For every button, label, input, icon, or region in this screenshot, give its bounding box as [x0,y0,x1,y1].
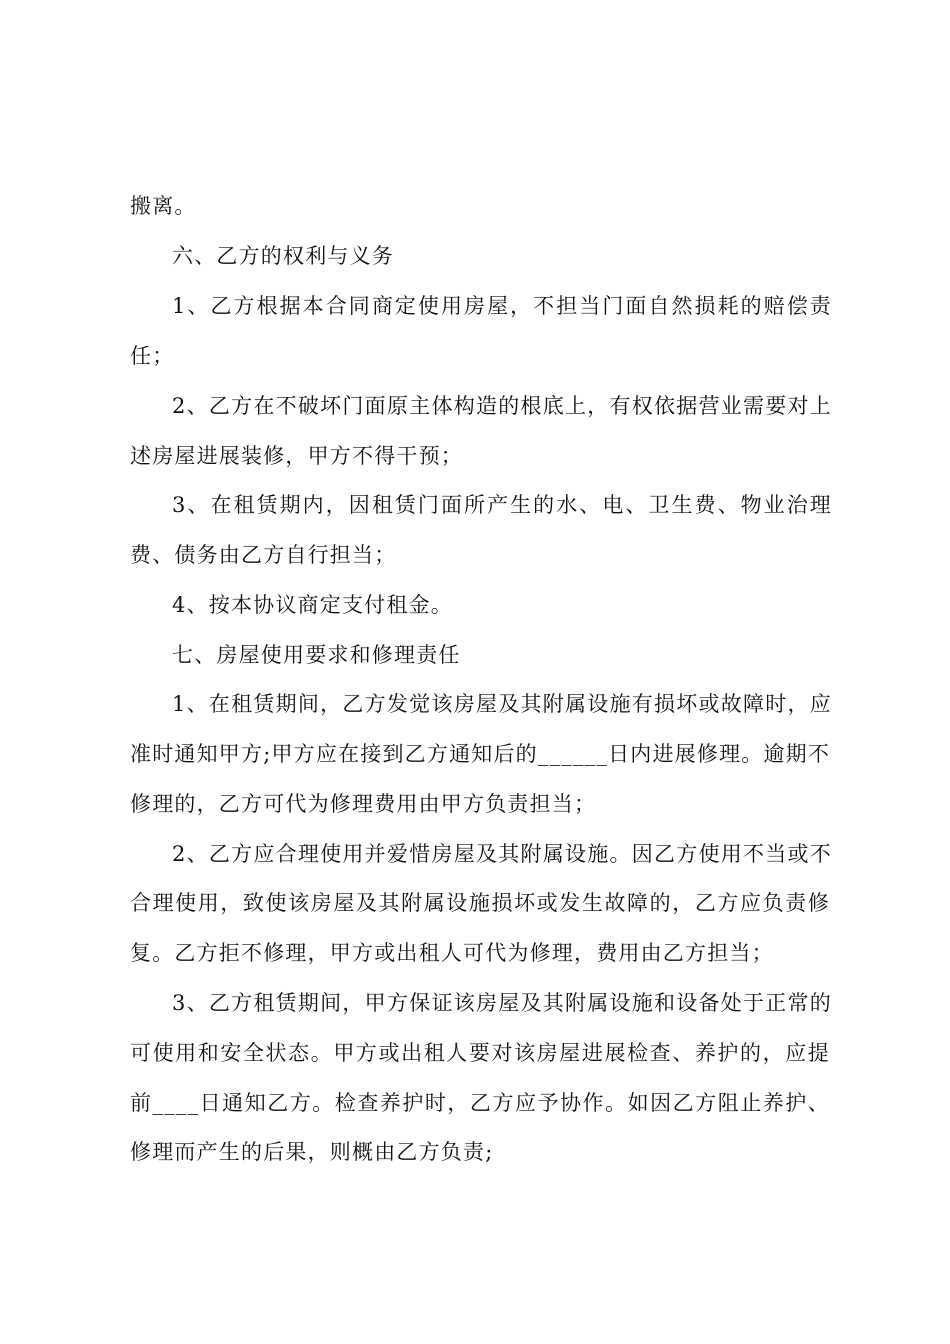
text-line: 3、乙方租赁期间，甲方保证该房屋及其附属设施和设备处于正常的 [172,991,832,1015]
text-line: 复。乙方拒不修理，甲方或出租人可代为修理，费用由乙方担当； [130,941,774,965]
text-line: 搬离。 [130,194,197,218]
text-line: 4、按本协议商定支付租金。 [172,593,453,617]
text-line: 可使用和安全状态。甲方或出租人要对该房屋进展检查、养护的，应提 [130,1041,830,1065]
text-line: 修理的，乙方可代为修理费用由甲方负责担当； [130,792,597,816]
text-line: 合理使用，致使该房屋及其附属设施损坏或发生故障的，乙方应负责修 [130,891,830,915]
text-line: 1、在租赁期间，乙方发觉该房屋及其附属设施有损坏或故障时，应 [172,692,832,716]
text-line: 前____日通知乙方。检查养护时，乙方应予协作。如因乙方阻止养护、 [130,1091,830,1115]
text-line: 任； [130,344,175,368]
text-line: 1、乙方根据本合同商定使用房屋，不担当门面自然损耗的赔偿责 [172,294,832,318]
text-line: 修理而产生的后果，则概由乙方负责; [130,1140,494,1164]
text-line: 述房屋进展装修，甲方不得干预； [130,444,463,468]
text-line: 费、债务由乙方自行担当； [130,543,397,567]
text-line: 3、在租赁期内，因租赁门面所产生的水、电、卫生费、物业治理 [172,493,832,517]
text-line: 准时通知甲方;甲方应在接到乙方通知后的______日内进展修理。逾期不 [130,742,831,766]
section-heading-7: 七、房屋使用要求和修理责任 [172,643,461,667]
text-line: 2、乙方在不破坏门面原主体构造的根底上，有权依据营业需要对上 [172,394,832,418]
section-heading-6: 六、乙方的权利与义务 [172,244,394,268]
text-line: 2、乙方应合理使用并爱惜房屋及其附属设施。因乙方使用不当或不 [172,842,832,866]
